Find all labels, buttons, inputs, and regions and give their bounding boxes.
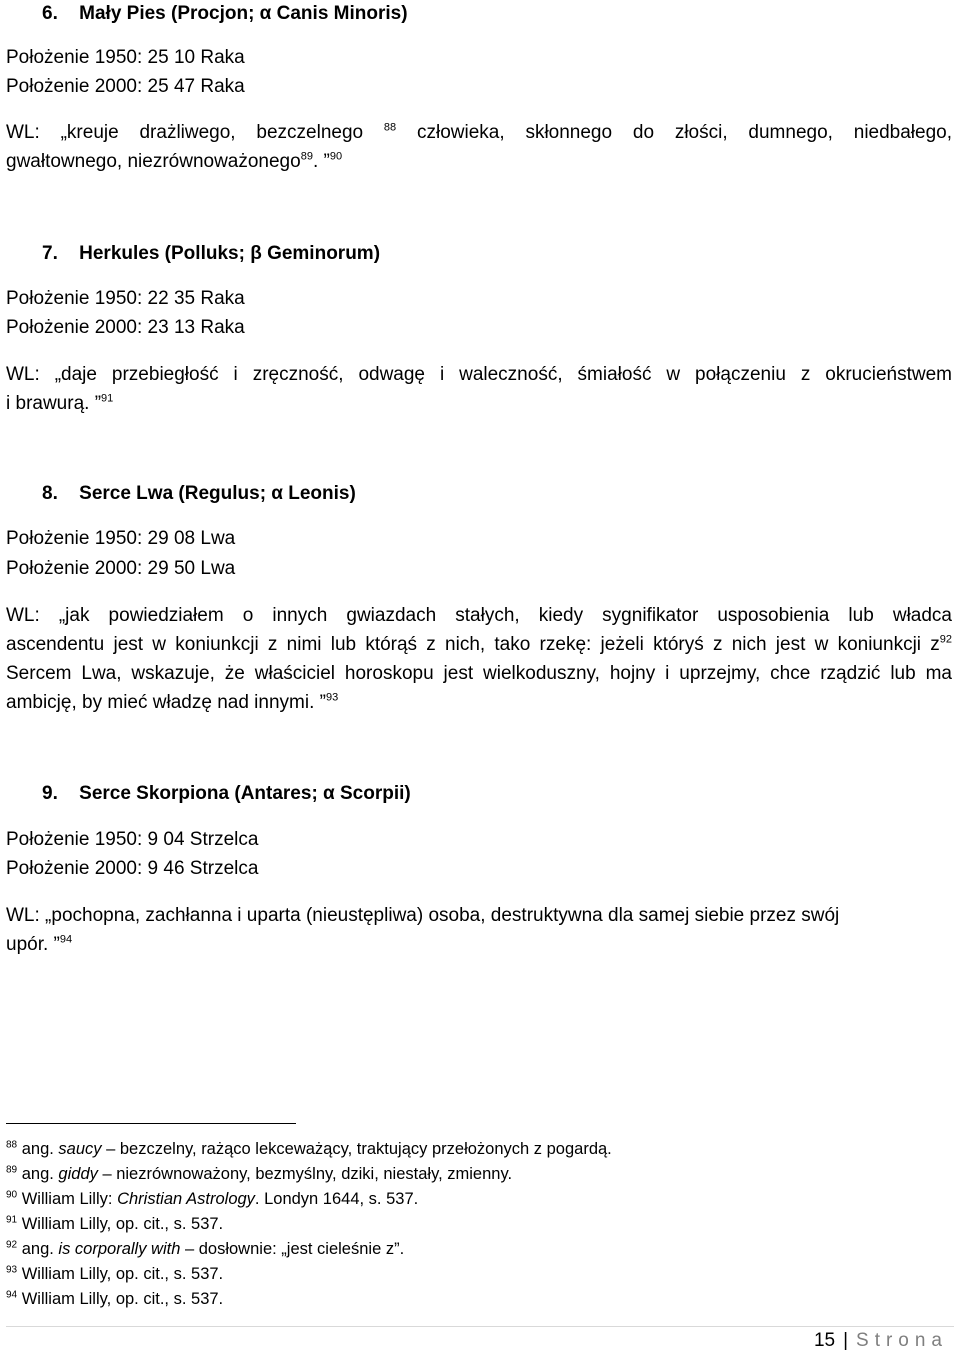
footnote-text: – dosłownie: „jest cieleśnie z”. <box>180 1240 405 1258</box>
section-8-desc-line-4 <box>6 688 952 717</box>
footnote-italic-term: saucy <box>58 1140 102 1158</box>
text-run: gwałtownego, niezrównoważonego <box>6 151 301 172</box>
section-6-position-2000: Położenie 2000: 25 47 Raka <box>6 76 245 97</box>
section-8-title: Serce Lwa (Regulus; α Leonis) <box>79 483 356 504</box>
footnote-ref-91: 91 <box>101 392 114 405</box>
footnote-number: 91 <box>6 1214 18 1226</box>
footnote-italic-term: giddy <box>58 1165 98 1183</box>
section-8-description <box>6 601 952 717</box>
section-9-title: Serce Skorpiona (Antares; α Scorpii) <box>79 783 411 804</box>
section-9-position-1950: Położenie 1950: 9 04 Strzelca <box>6 829 259 850</box>
section-8-heading <box>42 482 356 506</box>
footnote-italic-term: Christian Astrology <box>117 1190 255 1208</box>
section-9-desc-line-2 <box>6 930 906 959</box>
footnote-ref-90: 90 <box>329 150 343 163</box>
footer-separator: | <box>843 1330 849 1351</box>
footnote-text: ang. <box>21 1165 59 1183</box>
page-number: 15 <box>813 1330 836 1351</box>
footnote-text: William Lilly, op. cit., s. 537. <box>21 1290 224 1308</box>
footnote-text: William Lilly, op. cit., s. 537. <box>21 1265 224 1283</box>
footnote-number: 94 <box>6 1289 18 1301</box>
footnote-number: 90 <box>6 1189 18 1201</box>
section-7-description <box>6 360 952 418</box>
footnote-text: – bezczelny, rażąco lekceważący, traktujący przełożonych z pogardą. <box>101 1140 612 1158</box>
footnote-ref-92: 92 <box>939 633 952 646</box>
footnote-88 <box>6 1139 612 1159</box>
footnote-text: ang. <box>21 1140 59 1158</box>
footnote-91 <box>6 1214 223 1234</box>
footnote-number: 89 <box>6 1164 18 1176</box>
text-run: upór. ” <box>6 934 60 955</box>
section-6-position-1950: Położenie 1950: 25 10 Raka <box>6 47 245 68</box>
footnote-text: William Lilly: <box>21 1190 118 1208</box>
section-7-title: Herkules (Polluks; β Geminorum) <box>79 243 381 264</box>
section-7-heading <box>42 242 380 266</box>
section-7-position-2000: Położenie 2000: 23 13 Raka <box>6 317 245 338</box>
footer-divider <box>6 1326 954 1327</box>
text-run: WL: „kreuje drażliwego, bezczelnego <box>6 122 364 143</box>
footnote-text: William Lilly, op. cit., s. 537. <box>21 1215 224 1233</box>
section-8-desc-line-2 <box>6 630 952 659</box>
footnote-89 <box>6 1164 512 1184</box>
section-7-position-1950: Położenie 1950: 22 35 Raka <box>6 288 245 309</box>
footnote-separator <box>6 1123 296 1124</box>
footnote-ref-94: 94 <box>59 933 73 946</box>
footnote-92 <box>6 1239 404 1259</box>
section-8-desc-line-3: Sercem Lwa, wskazuje, że właściciel horoskopu jest wielkoduszny, hojny i uprzejmy, chce rządzić lub ma <box>6 663 952 684</box>
section-8-desc-line-1: WL: „jak powiedziałem o innych gwiazdach stałych, kiedy sygnifikator usposobienia lub władca <box>6 605 952 626</box>
page-word: Strona <box>856 1330 948 1351</box>
text-run: ascendentu jest w koniunkcji z nimi lub którąś z nich, tako rzekę: jeżeli któryś z nich jest w koniunkcji z <box>6 634 940 655</box>
section-6-description <box>6 118 952 176</box>
footnote-text: – niezrównoważony, bezmyślny, dziki, niestały, zmienny. <box>97 1165 513 1183</box>
section-6-desc-line-1 <box>6 118 952 147</box>
section-9-position-2000: Położenie 2000: 9 46 Strzelca <box>6 858 259 879</box>
section-9-description <box>6 901 906 959</box>
section-7-desc-line-2 <box>6 389 952 418</box>
section-9-desc-line-1: WL: „pochopna, zachłanna i uparta (nieustępliwa) osoba, destruktywna dla samej siebie przez swój <box>6 905 840 926</box>
text-run: człowieka, skłonnego do złości, dumnego, niedbałego, <box>396 122 953 143</box>
section-7-number: 7. <box>42 243 58 264</box>
text-run: . ” <box>312 151 330 172</box>
page-footer <box>814 1330 948 1352</box>
footnote-number: 88 <box>6 1139 18 1151</box>
footnote-94 <box>6 1289 223 1309</box>
text-run: ambicję, by mieć władzę nad innymi. ” <box>6 692 326 713</box>
text-run: i brawurą. ” <box>6 393 102 414</box>
section-8-position-2000: Położenie 2000: 29 50 Lwa <box>6 558 236 579</box>
footnote-ref-89: 89 <box>300 150 313 163</box>
section-8-position-1950: Położenie 1950: 29 08 Lwa <box>6 528 236 549</box>
section-6-desc-line-2 <box>6 147 952 176</box>
footnote-text: . Londyn 1644, s. 537. <box>254 1190 419 1208</box>
section-9-number: 9. <box>42 783 58 804</box>
footnote-number: 92 <box>6 1239 18 1251</box>
footnote-text: ang. <box>21 1240 59 1258</box>
section-6-number: 6. <box>42 3 58 24</box>
section-6-title: Mały Pies (Procjon; α Canis Minoris) <box>79 3 408 24</box>
section-6-heading <box>42 2 408 26</box>
footnote-number: 93 <box>6 1264 18 1276</box>
footnote-ref-88: 88 <box>383 121 397 134</box>
footnote-ref-93: 93 <box>325 691 339 704</box>
footnote-90 <box>6 1189 418 1209</box>
section-8-number: 8. <box>42 483 58 504</box>
section-9-heading <box>42 782 411 806</box>
footnote-93 <box>6 1264 223 1284</box>
footnote-italic-term: is corporally with <box>58 1240 181 1258</box>
section-7-desc-line-1: WL: „daje przebiegłość i zręczność, odwagę i waleczność, śmiałość w połączeniu z okrucieństwem <box>6 364 952 385</box>
